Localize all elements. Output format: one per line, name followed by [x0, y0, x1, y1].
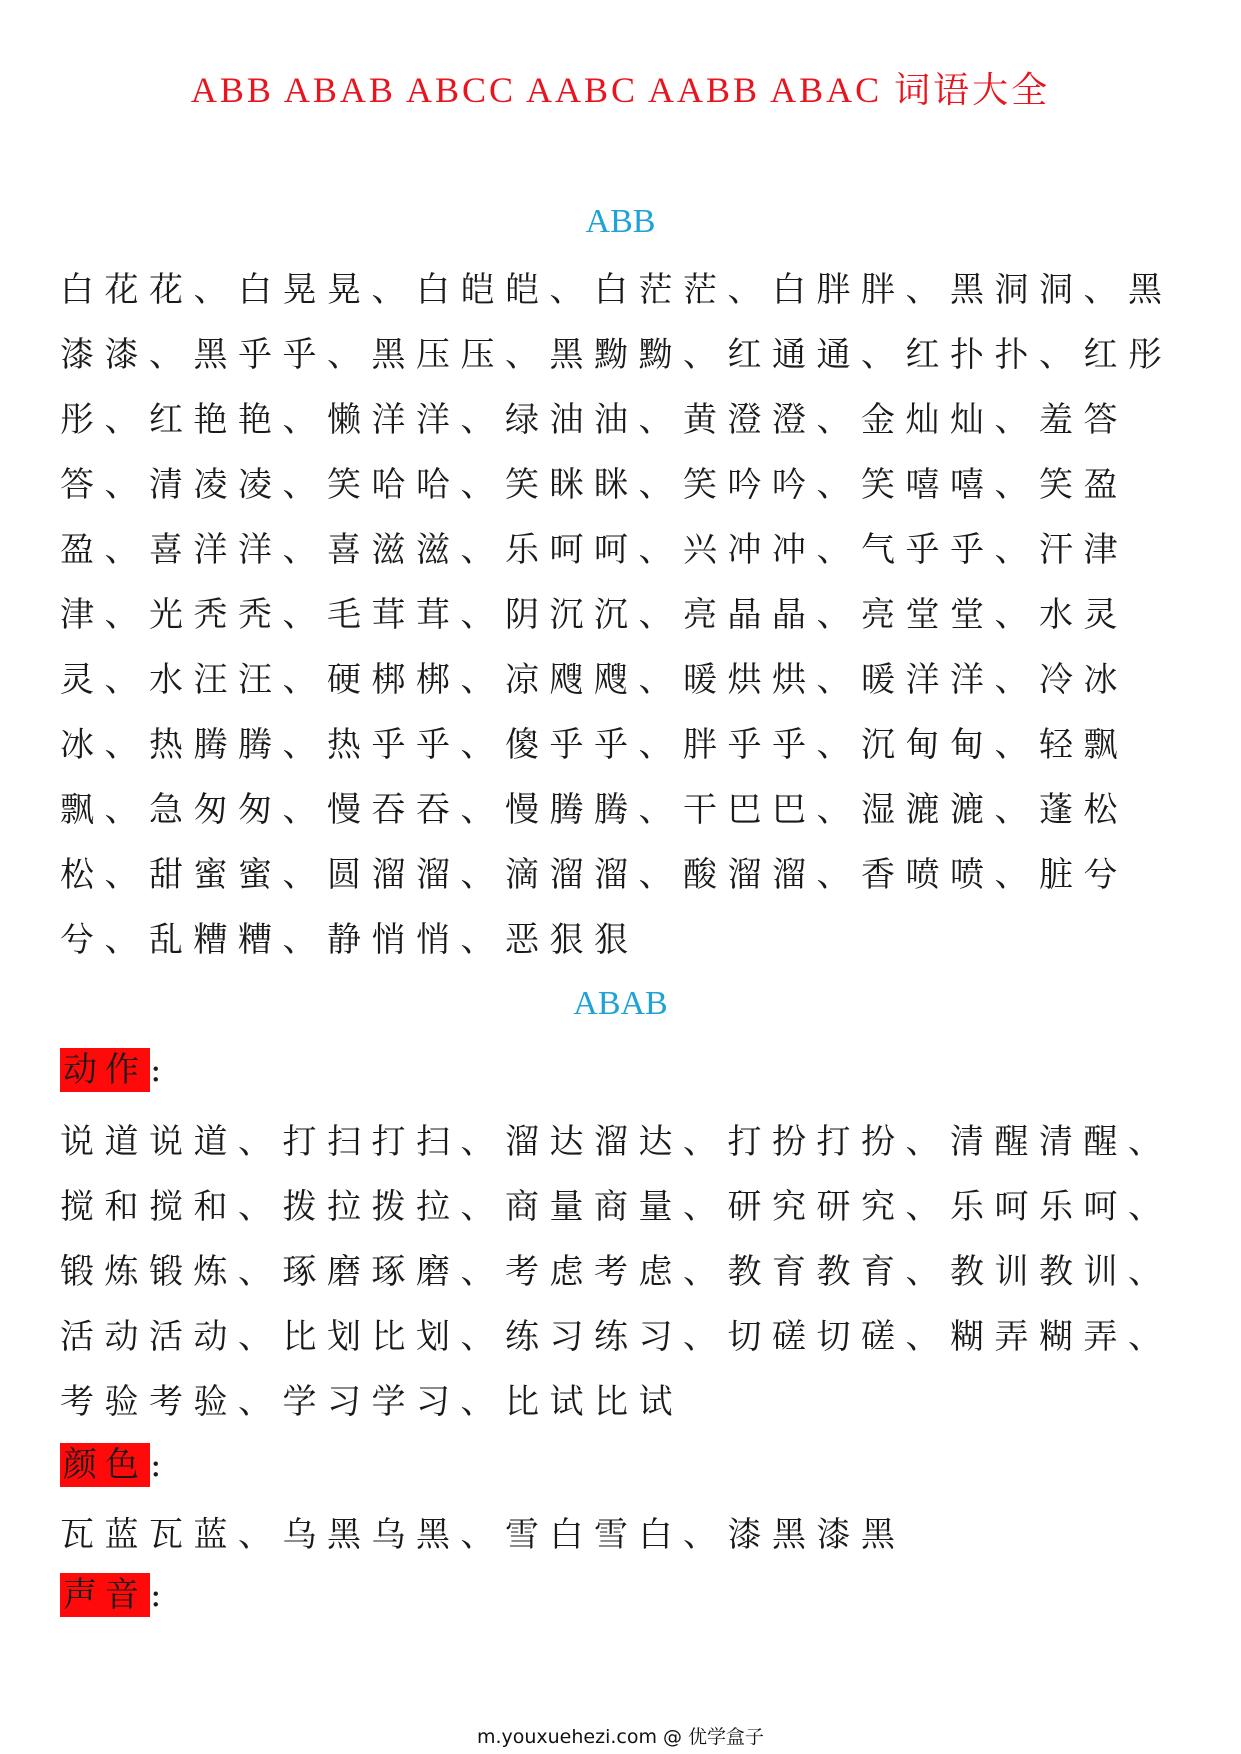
page-title: ABB ABAB ABCC AABC AABB ABAC 词语大全 [190, 70, 1051, 110]
action-word-list: 说道说道、打扫打扫、溜达溜达、打扮打扮、清醒清醒、搅和搅和、拨拉拨拉、商量商量、研究研究、乐呵乐呵、锻炼锻炼、琢磨琢磨、考虑考虑、教育教育、教训教训、活动活动、比划比划、练习练习、切磋切磋、糊弄糊弄、考验考验、学习学习、比试比试 [60, 1122, 1173, 1422]
category-colon: : [150, 1575, 162, 1615]
category-label-color [60, 1440, 161, 1490]
category-highlight: 动作 [60, 1048, 150, 1092]
section-heading-abb: ABB [585, 203, 656, 240]
abb-word-list: 白花花、白晃晃、白皑皑、白茫茫、白胖胖、黑洞洞、黑漆漆、黑乎乎、黑压压、黑黝黝、红通通、红扑扑、红彤彤、红艳艳、懒洋洋、绿油油、黄澄澄、金灿灿、羞答答、清凌凌、笑哈哈、笑眯眯、笑吟吟、笑嘻嘻、笑盈盈、喜洋洋、喜滋滋、乐呵呵、兴冲冲、气乎乎、汗津津、光秃秃、毛茸茸、阴沉沉、亮晶晶、亮堂堂、水灵灵、水汪汪、硬梆梆、凉飕飕、暖烘烘、暖洋洋、冷冰冰、热腾腾、热乎乎、傻乎乎、胖乎乎、沉甸甸、轻飘飘、急匆匆、慢吞吞、慢腾腾、干巴巴、湿漉漉、蓬松松、甜蜜蜜、圆溜溜、滴溜溜、酸溜溜、香喷喷、脏兮兮、乱糟糟、静悄悄、恶狠狠 [60, 270, 1173, 960]
section-heading-abab: ABAB [573, 985, 668, 1022]
category-label-sound [60, 1570, 161, 1620]
category-highlight: 声音 [60, 1573, 150, 1617]
footer-watermark: m.youxuehezi.com @ 优学盒子 [476, 1726, 765, 1748]
category-label-action [60, 1045, 161, 1095]
category-highlight: 颜色 [60, 1443, 150, 1487]
color-word-list: 瓦蓝瓦蓝、乌黑乌黑、雪白雪白、漆黑漆黑 [60, 1515, 906, 1555]
category-colon: : [150, 1445, 162, 1485]
category-colon: : [150, 1050, 162, 1090]
